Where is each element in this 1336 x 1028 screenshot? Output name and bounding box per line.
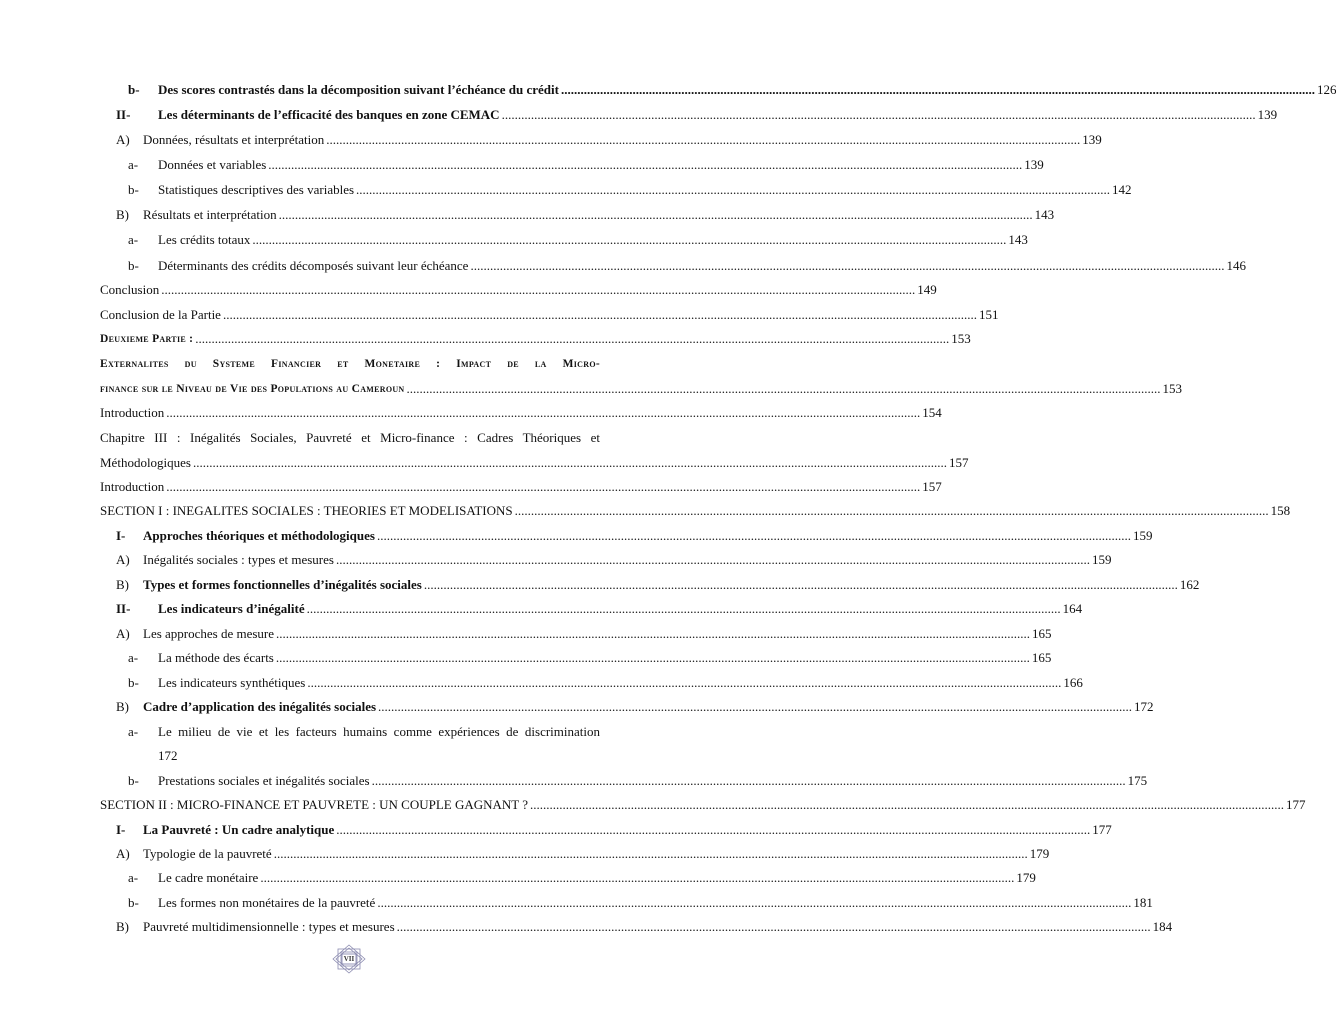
toc-entry[interactable] bbox=[0, 648, 1052, 666]
toc-leader bbox=[424, 577, 1178, 593]
toc-entry[interactable] bbox=[0, 624, 1052, 642]
toc-label: b- bbox=[128, 895, 139, 910]
toc-page: 175 bbox=[1127, 773, 1148, 788]
toc-entry[interactable] bbox=[0, 256, 1246, 274]
toc-leader bbox=[260, 870, 1014, 886]
toc-page: 142 bbox=[1112, 182, 1132, 197]
toc-label: A) bbox=[116, 132, 130, 147]
toc-leader bbox=[326, 132, 1080, 148]
toc-leader bbox=[378, 699, 1132, 715]
toc-page: 179 bbox=[1016, 870, 1036, 885]
toc-page: 164 bbox=[1062, 601, 1083, 616]
toc-page: 172 bbox=[158, 748, 178, 763]
toc-page: 181 bbox=[1133, 895, 1153, 910]
toc-page: 157 bbox=[949, 455, 969, 470]
toc-label: B) bbox=[116, 207, 129, 222]
toc-title: Données et variables bbox=[158, 157, 267, 172]
toc-leader bbox=[276, 650, 1030, 666]
toc-entry[interactable] bbox=[0, 379, 1183, 397]
toc-label: a- bbox=[128, 724, 139, 739]
toc-entry[interactable] bbox=[0, 550, 1112, 568]
toc-entry[interactable] bbox=[0, 354, 700, 372]
toc-entry[interactable] bbox=[0, 105, 1278, 123]
toc-page: 165 bbox=[1031, 650, 1052, 665]
toc-entry[interactable] bbox=[0, 280, 937, 298]
toc-entry[interactable] bbox=[0, 868, 1036, 886]
toc-leader bbox=[166, 479, 920, 495]
toc-page: 159 bbox=[1091, 552, 1112, 567]
toc-title: SECTION I : INEGALITES SOCIALES : THEORIES ET MODELISATIONS bbox=[100, 503, 513, 518]
toc-title: Inégalités sociales : types et mesures bbox=[143, 552, 334, 567]
toc-entry[interactable] bbox=[0, 893, 1153, 911]
toc-entry[interactable] bbox=[0, 230, 1028, 248]
toc-leader bbox=[307, 601, 1061, 617]
toc-page: 179 bbox=[1029, 846, 1050, 861]
toc-page: 149 bbox=[917, 282, 937, 297]
toc-page: 143 bbox=[1034, 207, 1055, 222]
toc-page: 139 bbox=[1024, 157, 1044, 172]
toc-title: La méthode des écarts bbox=[158, 650, 274, 665]
toc-leader bbox=[336, 552, 1090, 568]
toc-entry[interactable] bbox=[0, 403, 942, 421]
toc-label: II- bbox=[116, 107, 131, 122]
toc-page: 162 bbox=[1179, 577, 1200, 592]
toc-title: Cadre d’application des inégalités sociales bbox=[143, 699, 377, 714]
toc-page: 153 bbox=[1162, 381, 1183, 396]
toc-page: 159 bbox=[1132, 528, 1153, 543]
toc-label: I- bbox=[116, 822, 126, 837]
toc-leader bbox=[166, 405, 920, 421]
toc-page: 165 bbox=[1032, 626, 1052, 641]
toc-leader bbox=[377, 895, 1131, 911]
toc-title: Approches théoriques et méthodologiques bbox=[143, 528, 375, 543]
toc-entry[interactable] bbox=[0, 501, 1291, 519]
toc-title: Les indicateurs synthétiques bbox=[158, 675, 306, 690]
toc-page: 184 bbox=[1152, 919, 1173, 934]
toc-title: Les approches de mesure bbox=[143, 626, 275, 641]
toc-label: II- bbox=[116, 601, 131, 616]
toc-entry[interactable] bbox=[0, 771, 1148, 789]
toc-entry[interactable] bbox=[0, 329, 971, 347]
toc-title: Typologie de la pauvreté bbox=[143, 846, 272, 861]
toc-title: Conclusion de la Partie bbox=[100, 307, 221, 322]
toc-entry[interactable] bbox=[0, 795, 1306, 813]
toc-label: A) bbox=[116, 626, 130, 641]
toc-leader bbox=[502, 107, 1256, 123]
toc-title: SECTION II : MICRO-FINANCE ET PAUVRETE : UN COUPLE GAGNANT ? bbox=[100, 797, 529, 812]
toc-leader bbox=[397, 919, 1151, 935]
toc-page: 139 bbox=[1082, 132, 1102, 147]
toc-leader bbox=[276, 626, 1030, 642]
toc-leader bbox=[252, 232, 1006, 248]
toc-leader bbox=[279, 207, 1033, 223]
toc-label: B) bbox=[116, 699, 129, 714]
toc-title: Chapitre III : Inégalités Sociales, Pauvreté et Micro-finance : Cadres Théoriques et bbox=[100, 430, 600, 445]
toc-page: 177 bbox=[1092, 822, 1112, 837]
toc-label: a- bbox=[128, 650, 139, 665]
toc-label: A) bbox=[116, 552, 130, 567]
toc-entry[interactable] bbox=[0, 844, 1050, 862]
toc-page: 151 bbox=[978, 307, 999, 322]
toc-entry[interactable] bbox=[0, 428, 700, 446]
toc-entry[interactable] bbox=[0, 180, 1132, 198]
toc-label: A) bbox=[116, 846, 130, 861]
toc-entry[interactable] bbox=[0, 80, 1336, 98]
toc-entry[interactable] bbox=[0, 477, 942, 495]
toc-leader bbox=[193, 455, 947, 471]
toc-page: 143 bbox=[1008, 232, 1028, 247]
toc-title: Méthodologiques bbox=[100, 455, 191, 470]
toc-label: a- bbox=[128, 870, 139, 885]
toc-entry[interactable] bbox=[0, 453, 969, 471]
toc-leader bbox=[377, 528, 1131, 544]
toc-title: Externalites du Systeme Financier et Monetaire : Impact de la Micro- bbox=[100, 358, 600, 370]
toc-label: B) bbox=[116, 919, 129, 934]
toc-page: 146 bbox=[1226, 258, 1246, 273]
toc-entry[interactable] bbox=[0, 746, 700, 764]
toc-title: Les crédits totaux bbox=[158, 232, 251, 247]
toc-label: b- bbox=[128, 182, 139, 197]
toc-leader bbox=[356, 182, 1110, 198]
toc-leader bbox=[274, 846, 1028, 862]
toc-entry[interactable] bbox=[0, 305, 999, 323]
toc-label: a- bbox=[128, 232, 139, 247]
toc-entry[interactable] bbox=[0, 673, 1083, 691]
toc-leader bbox=[223, 307, 977, 323]
toc-leader bbox=[372, 773, 1126, 789]
toc-title: Types et formes fonctionnelles d’inégalités sociales bbox=[143, 577, 422, 592]
toc-label: I- bbox=[116, 528, 126, 543]
toc-title: Conclusion bbox=[100, 282, 160, 297]
toc-title: Pauvreté multidimensionnelle : types et mesures bbox=[143, 919, 395, 934]
toc-entry[interactable] bbox=[0, 599, 1083, 617]
toc-label: b- bbox=[128, 675, 139, 690]
toc-entry[interactable] bbox=[0, 130, 1102, 148]
toc-leader bbox=[307, 675, 1061, 691]
toc-title: La Pauvreté : Un cadre analytique bbox=[143, 822, 335, 837]
toc-label: b- bbox=[128, 82, 140, 97]
toc-entry[interactable] bbox=[0, 722, 700, 740]
toc-leader bbox=[407, 381, 1161, 397]
toc-page: 154 bbox=[922, 405, 942, 420]
toc-title: Le cadre monétaire bbox=[158, 870, 259, 885]
toc-entry[interactable] bbox=[0, 575, 1200, 593]
toc-entry[interactable] bbox=[0, 820, 1112, 838]
toc-title: finance sur le Niveau de Vie des Populations au Cameroun bbox=[100, 383, 405, 395]
toc-page: 126 bbox=[1316, 82, 1336, 97]
toc-entry[interactable] bbox=[0, 526, 1153, 544]
toc-title: Données, résultats et interprétation bbox=[143, 132, 325, 147]
toc-title: Les déterminants de l’efficacité des banques en zone CEMAC bbox=[158, 107, 500, 122]
toc-page: 158 bbox=[1270, 503, 1291, 518]
toc-leader bbox=[268, 157, 1022, 173]
toc-page: 177 bbox=[1286, 797, 1306, 812]
toc-page: 139 bbox=[1257, 107, 1278, 122]
toc-title: Introduction bbox=[100, 479, 165, 494]
toc-entry[interactable] bbox=[0, 205, 1055, 223]
toc-leader bbox=[195, 331, 949, 347]
toc-page: 157 bbox=[922, 479, 942, 494]
page-number-badge bbox=[332, 944, 366, 974]
toc-title: Les formes non monétaires de la pauvreté bbox=[158, 895, 376, 910]
toc-entry[interactable] bbox=[0, 917, 1173, 935]
page-number: VII bbox=[343, 955, 355, 963]
toc-entry[interactable] bbox=[0, 155, 1044, 173]
toc-title: Deuxieme Partie : bbox=[100, 333, 194, 345]
toc-title: Des scores contrastés dans la décomposition suivant l’échéance du crédit bbox=[158, 82, 559, 97]
toc-title: Statistiques descriptives des variables bbox=[158, 182, 355, 197]
toc-label: b- bbox=[128, 773, 139, 788]
toc-leader bbox=[530, 797, 1284, 813]
toc-title: Le milieu de vie et les facteurs humains comme expériences de discrimination bbox=[158, 724, 600, 739]
toc-leader bbox=[470, 258, 1224, 274]
toc-title: Déterminants des crédits décomposés suivant leur échéance bbox=[158, 258, 469, 273]
toc-leader bbox=[515, 503, 1269, 519]
toc-title: Introduction bbox=[100, 405, 165, 420]
toc-entry[interactable] bbox=[0, 697, 1154, 715]
toc-label: b- bbox=[128, 258, 139, 273]
toc-title: Résultats et interprétation bbox=[143, 207, 277, 222]
toc-leader bbox=[336, 822, 1090, 838]
toc-page: 153 bbox=[951, 331, 971, 346]
toc-leader bbox=[561, 82, 1315, 98]
toc-leader bbox=[161, 282, 915, 298]
toc-page: 166 bbox=[1063, 675, 1083, 690]
toc-label: B) bbox=[116, 577, 129, 592]
toc-title: Les indicateurs d’inégalité bbox=[158, 601, 305, 616]
toc-label: a- bbox=[128, 157, 139, 172]
toc-title: Prestations sociales et inégalités sociales bbox=[158, 773, 370, 788]
toc-page: 172 bbox=[1134, 699, 1154, 714]
